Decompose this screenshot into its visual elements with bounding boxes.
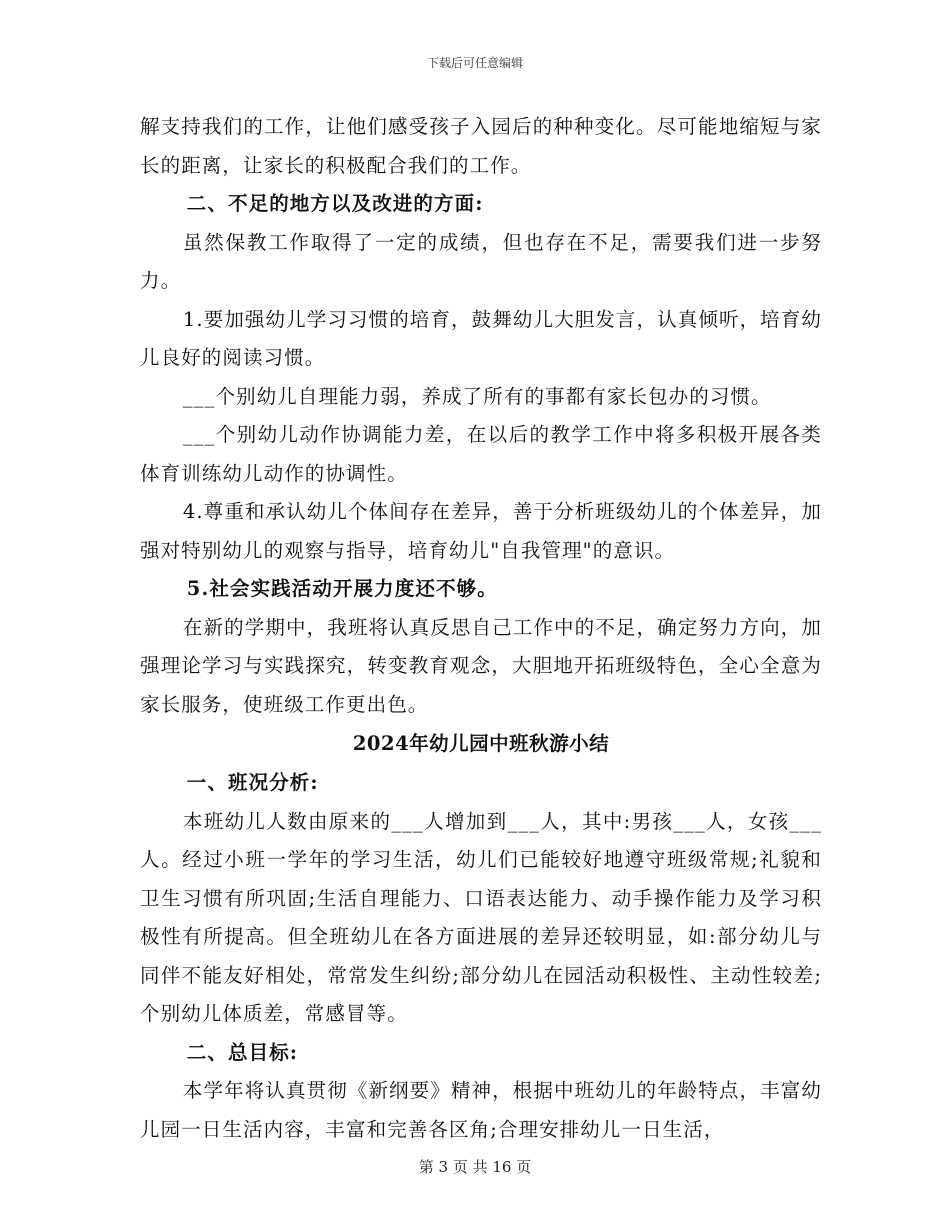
list-item-1: 1.要加强幼儿学习习惯的培育，鼓舞幼儿大胆发言，认真倾听，培育幼儿良好的阅读习惯。 <box>140 307 822 369</box>
header-note: 下载后可任意编辑 <box>426 56 523 70</box>
document-body <box>140 108 822 1149</box>
list-item-5: 5.社会实践活动开展力度还不够。 <box>186 577 498 600</box>
paragraph-plan: 在新的学期中，我班将认真反思自己工作中的不足，确定努力方向，加强理论学习与实践探究，转变教育观念，大胆地开拓班级特色，全心全意为家长服务，使班级工作更出色。 <box>140 615 822 716</box>
list-item-4: 4.尊重和承认幼儿个体间存在差异，善于分析班级幼儿的个体差异，加强对特别幼儿的观察与指导，培育幼儿"自我管理"的意识。 <box>140 500 822 562</box>
list-item-2: ___个别幼儿自理能力弱，养成了所有的事都有家长包办的习惯。 <box>182 384 772 408</box>
paragraph-analysis: 本班幼儿人数由原来的___人增加到___人，其中:男孩___人，女孩___人。经过小班一学年的学习生活，幼儿们已能较好地遵守班级常规;礼貌和卫生习惯有所巩固;生活自理能力、口语表达能力、动手操作能力及学习积极性有所提高。但全班幼儿在各方面进展的差异还较明显，如:部分幼儿与同伴不能友好相处，常常发生纠纷;部分幼儿在园活动积极性、主动性较差;个别幼儿体质差，常感冒等。 <box>140 809 822 1025</box>
paragraph-goal: 本学年将认真贯彻《新纲要》精神，根据中班幼儿的年龄特点，丰富幼儿园一日生活内容，丰富和完善各区角;合理安排幼儿一日生活， <box>140 1079 822 1141</box>
heading-goal: 二、总目标: <box>186 1040 299 1064</box>
list-item-3: ___个别幼儿动作协调能力差，在以后的教学工作中将多积极开展各类体育训练幼儿动作的协调性。 <box>140 423 822 485</box>
heading-shortcomings: 二、不足的地方以及改进的方面: <box>186 192 484 215</box>
heading-analysis: 一、班况分析: <box>186 771 319 794</box>
paragraph-intro: 解支持我们的工作，让他们感受孩子入园后的种种变化。尽可能地缩短与家长的距离，让家长的积极配合我们的工作。 <box>140 115 822 177</box>
paragraph-summary: 虽然保教工作取得了一定的成绩，但也存在不足，需要我们进一步努力。 <box>140 230 822 292</box>
page-number: 第 3 页 共 16 页 <box>418 1158 532 1176</box>
document-title: 2024年幼儿园中班秋游小结 <box>352 732 610 755</box>
